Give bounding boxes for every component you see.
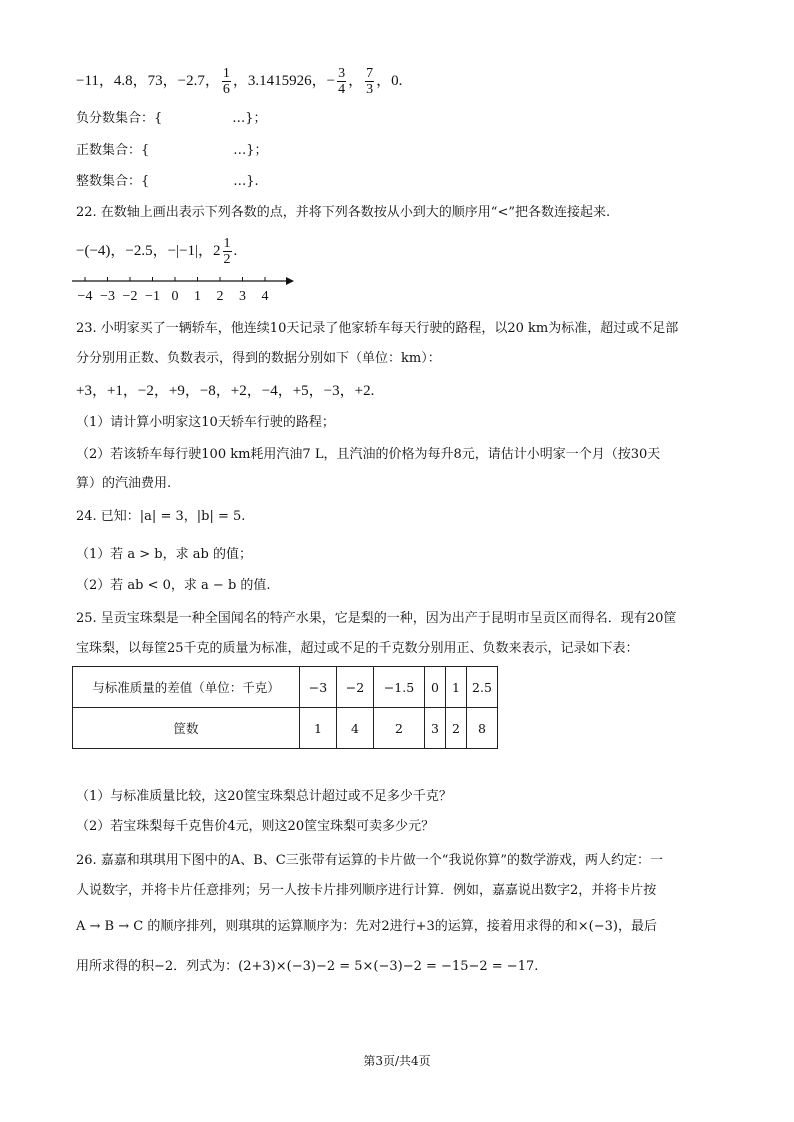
q21-numbers-part-b: ，3.1415926，− [232,72,336,89]
table-cell: 3 [425,708,446,749]
q22-number-list [76,236,237,267]
table-cell: 1 [300,708,337,749]
table-cell: 2 [374,708,425,749]
axis-tick-label: −2 [122,289,138,304]
set-label: 正数集合：{ [76,143,150,158]
row-header: 与标准质量的差值（单位：千克） [73,667,300,708]
q24-sub1: （1）若 a > b，求 ab 的值； [76,547,252,562]
q26-line3: A → B → C 的顺序排列，则琪琪的运算顺序为：先对2进行+3的运算，接着用求得的和×(−3)，最后 [76,919,657,934]
q25-line2: 宝珠梨，以每筐25千克的质量为标准，超过或不足的千克数分别用正、负数来表示，记录如下表： [76,641,639,656]
axis-tick-label: −1 [145,289,160,304]
axis-tick-label: 3 [239,289,246,304]
q23-line1: 23. 小明家买了一辆轿车，他连续10天记录了他家轿车每天行驶的路程，以20 km为标准，超过或不足部 [76,321,679,336]
fraction-numerator: 1 [222,66,230,81]
q26-line4: 用所求得的积−2．列式为：(2+3)×(−3)−2 = 5×(−3)−2 = −15−2 = −17. [76,959,539,974]
table-cell: 8 [467,708,498,749]
table-cell: −2 [337,667,374,708]
table-cell: −1.5 [374,667,425,708]
q25-sub1: （1）与标准质量比较，这20筐宝珠梨总计超过或不足多少千克？ [76,789,452,804]
q23-line2: 分分别用正数、负数表示，得到的数据分别如下（单位：km）： [76,351,441,366]
table-cell: 2 [446,708,467,749]
table-row [73,708,498,749]
pear-weight-table [72,666,498,749]
row-header: 筐数 [73,708,300,749]
page-number: 第3页/共4页 [363,1054,431,1068]
q24-sub2: （2）若 ab < 0，求 a − b 的值. [76,578,271,593]
q22-question-text: 22. 在数轴上画出表示下列各数的点，并将下列各数按从小到大的顺序用“<”把各数连接起来. [76,205,611,220]
table-row [73,667,498,708]
q23-sub2b: 算）的汽油费用. [76,476,172,491]
axis-tick-label: 0 [171,289,179,304]
q21-numbers-part-a: −11，4.8，73，−2.7， [76,72,220,89]
fraction-numerator: 3 [338,66,346,81]
fraction-1-6 [222,66,231,97]
negative-fraction-set [76,110,267,128]
fraction-denominator: 6 [222,82,230,97]
fraction-3-4 [337,66,346,97]
q25-sub2: （2）若宝珠梨每千克售价4元，则这20筐宝珠梨可卖多少元？ [76,819,435,834]
q22-end: . [233,242,238,259]
table-cell: 4 [337,708,374,749]
table-cell: 2.5 [467,667,498,708]
q23-sub2a: （2）若该轿车每行驶100 km耗用汽油7 L，且汽油的价格为每升8元，请估计小明家一个月（按30天 [76,447,661,462]
fraction-1-2 [223,236,232,267]
q23-data: +3，+1，−2，+9，−8，+2，−4，+5，−3，+2. [76,383,375,399]
q26-line2: 人说数字，并将卡片任意排列；另一人按卡片排列顺序进行计算．例如，嘉嘉说出数字2，并将卡片按 [76,883,657,898]
q21-numbers-part-c: ，0. [376,72,403,89]
number-line [70,270,310,306]
q21-number-list [76,66,402,97]
integer-set [76,173,259,191]
set-label: 整数集合：{ [76,174,150,189]
q24-given: 24. 已知：|a| = 3，|b| = 5. [76,509,246,524]
q21-separator: ， [348,72,364,89]
table-cell: −3 [300,667,337,708]
set-end: …}； [232,111,267,126]
q25-line1: 25. 呈贡宝珠梨是一种全国闻名的特产水果，它是梨的一种，因为出产于昆明市呈贡区而得名．现有20筐 [76,611,677,626]
axis-tick-label: 4 [261,289,269,304]
q22-numbers: −(−4)，−2.5，−|−1|，2 [76,242,221,259]
q23-sub1: （1）请计算小明家这10天轿车行驶的路程； [76,415,335,430]
fraction-denominator: 3 [366,82,374,97]
set-label: 负分数集合：{ [76,111,163,126]
axis-tick-label: −4 [77,289,93,304]
set-end: …}； [233,143,268,158]
axis-tick-label: 1 [194,289,201,304]
q26-line1: 26. 嘉嘉和琪琪用下图中的A、B、C三张带有运算的卡片做一个“我说你算”的数学游戏，两人约定：一 [76,853,663,868]
axis-tick-label: 2 [216,289,224,304]
fraction-numerator: 1 [223,236,231,251]
table-cell: 0 [425,667,446,708]
fraction-denominator: 2 [223,252,231,267]
table-cell: 1 [446,667,467,708]
fraction-numerator: 7 [366,66,374,81]
positive-number-set [76,142,268,160]
set-end: …}. [233,174,259,189]
axis-tick-label: −3 [100,289,115,304]
fraction-7-3 [365,66,374,97]
fraction-denominator: 4 [338,82,346,97]
arrow-head-icon [286,277,294,285]
